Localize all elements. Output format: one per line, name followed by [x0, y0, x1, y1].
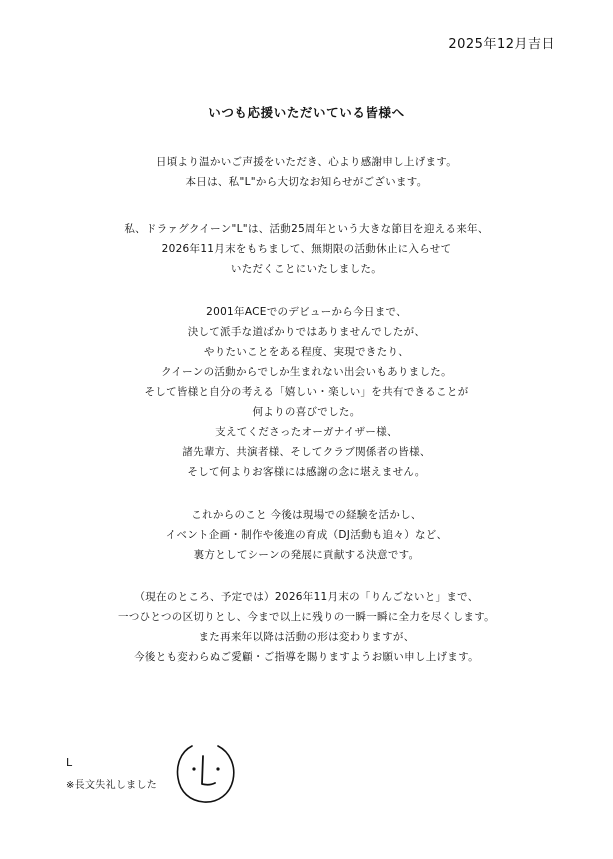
paragraph-line: そして皆様と自分の考える「嬉しい・楽しい」を共有できることが: [144, 386, 469, 398]
paragraph-line: そして何よりお客様には感謝の念に堪えません。: [187, 466, 426, 478]
paragraph-line: 一つひとつの区切りとし、今まで以上に残りの一瞬一瞬に全力を尽くします。: [118, 611, 495, 623]
paragraph-line: やりたいことをある程度、実現できたり、: [203, 346, 410, 358]
signature-drawing-icon: [172, 738, 240, 806]
paragraph-line: いただくことにいたしました。: [230, 263, 383, 275]
paragraph-line: また再来年以降は活動の形は変わりますが、: [198, 631, 415, 643]
paragraph-closing: [0, 587, 613, 667]
signature-right-eye: [216, 767, 219, 770]
signature-letter-mark: [202, 756, 215, 785]
paragraph-line: これからのこと 今後は現場での経験を活かし、: [191, 509, 422, 521]
paragraph-line: 何よりの喜びでした。: [252, 406, 361, 418]
signature-face-outline: [178, 746, 234, 802]
paragraph-future: [0, 505, 613, 565]
paragraph-line: 決して派手な道ばかりではありませんでしたが、: [187, 326, 426, 338]
letter-date: 2025年12月吉日: [448, 37, 555, 52]
paragraph-line: 諸先輩方、共演者様、そしてクラブ関係者の皆様、: [182, 446, 431, 458]
paragraph-line: 私、ドラァグクイーン"L"は、活動25周年という大きな節目を迎える来年、: [124, 223, 489, 235]
signature-left-eye: [192, 767, 195, 770]
paragraph-line: 支えてくださったオーガナイザー様、: [215, 426, 398, 438]
paragraph-line: 日頃より温かいご声援をいただき、心より感謝申し上げます。: [155, 156, 458, 168]
paragraph-line: 今後とも変わらぬご愛顧・ご指導を賜りますようお願い申し上げます。: [134, 651, 479, 663]
letter-title: いつも応援いただいている皆様へ: [208, 105, 405, 120]
paragraph-line: 2001年ACEでのデビューから今日まで、: [206, 306, 407, 318]
paragraph-line: （現在のところ、予定では）2026年11月末の「りんごないと」まで、: [134, 591, 479, 603]
paragraph-announcement: [0, 219, 613, 279]
signature-name: L: [66, 756, 73, 769]
paragraph-history: [0, 302, 613, 482]
paragraph-line: 2026年11月末をもちまして、無期限の活動休止に入らせて: [161, 243, 452, 255]
signature-note: ※長文失礼しました: [66, 780, 158, 791]
paragraph-line: 裏方としてシーンの発展に貢献する決意です。: [193, 549, 420, 561]
paragraph-line: 本日は、私"L"から大切なお知らせがございます。: [185, 176, 428, 188]
paragraph-greeting: [0, 152, 613, 192]
paragraph-line: イベント企画・制作や後進の育成（DJ活動も追々）など、: [165, 529, 448, 541]
paragraph-line: クイーンの活動からでしか生まれない出会いもありました。: [161, 366, 452, 378]
